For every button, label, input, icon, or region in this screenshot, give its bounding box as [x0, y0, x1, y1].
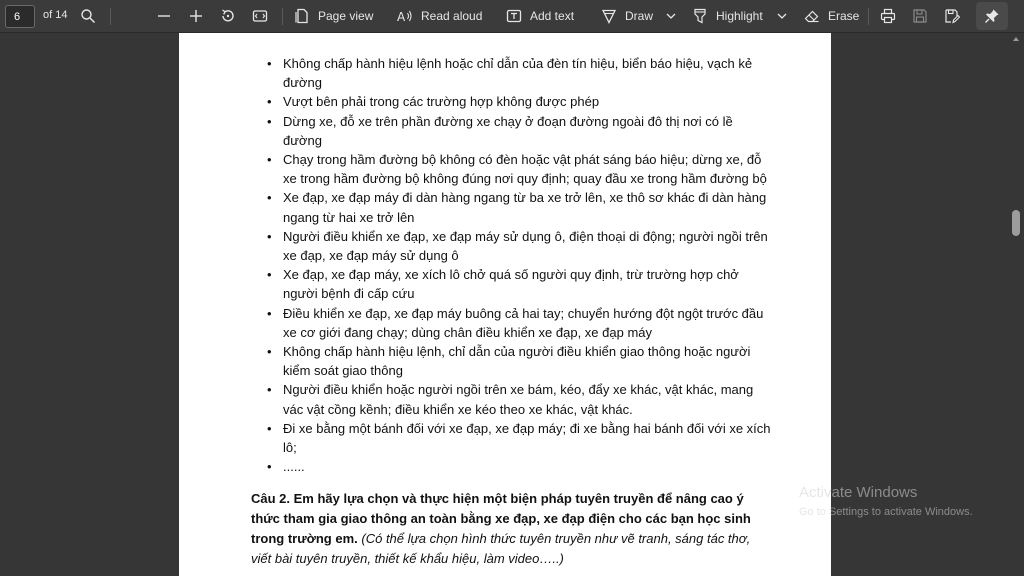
add-text-label[interactable]: Add text — [530, 9, 575, 23]
highlight-label[interactable]: Highlight — [716, 9, 763, 23]
list-item: • Xe đạp, xe đạp máy, xe xích lô chở quá số người quy định, trừ trường hợp chở người bệnh đi cấp cứu — [179, 265, 831, 303]
document-page — [179, 33, 831, 576]
erase-label[interactable]: Erase — [828, 9, 860, 23]
activate-windows-watermark — [799, 484, 973, 520]
rotate-icon[interactable] — [220, 8, 236, 24]
toolbar-divider — [110, 8, 111, 25]
chevron-down-icon[interactable] — [774, 8, 790, 24]
draw-icon[interactable] — [601, 8, 617, 24]
search-icon[interactable] — [80, 8, 96, 24]
print-icon[interactable] — [880, 8, 896, 24]
question-text: Câu 2. Em hãy lựa chọn và thực hiện một biện pháp tuyên truyền để nâng cao ý thức tham gia giao thông an toàn bằng xe đạp, xe đạp điện cho các bạn học sinh trong trường em. — [251, 491, 751, 546]
list-item: • Vượt bên phải trong các trường hợp không được phép — [179, 92, 831, 111]
highlight-icon[interactable] — [692, 8, 708, 24]
add-text-icon[interactable] — [506, 8, 522, 24]
toolbar — [0, 0, 1024, 33]
list-item: • Điều khiển xe đạp, xe đạp máy buông cả hai tay; chuyển hướng đột ngột trước đầu xe cơ giới đang chạy; dùng chân điều khiển xe đạp, xe đạp máy — [179, 304, 831, 342]
list-item: • Chạy trong hầm đường bộ không có đèn hoặc vật phát sáng báo hiệu; dừng xe, đỗ xe trong hầm đường bộ không đúng nơi quy định; quay đầu xe trong hầm đường bộ — [179, 150, 831, 188]
list-item: • Dừng xe, đỗ xe trên phần đường xe chạy ở đoạn đường ngoài đô thị nơi có lề đường — [179, 112, 831, 150]
page-number-input[interactable] — [5, 5, 35, 28]
list-item: • Người điều khiển hoặc người ngồi trên xe bám, kéo, đẩy xe khác, vật khác, mang vác vật cồng kềnh; điều khiển xe kéo theo xe khác, vật khác. — [179, 380, 831, 418]
list-item: • Không chấp hành hiệu lệnh, chỉ dẫn của người điều khiển giao thông hoặc người kiểm soát giao thông — [179, 342, 831, 380]
svg-text:A: A — [397, 10, 406, 24]
list-item: • Không chấp hành hiệu lệnh hoặc chỉ dẫn của đèn tín hiệu, biển báo hiệu, vạch kẻ đường — [179, 54, 831, 92]
save-icon[interactable] — [912, 8, 928, 24]
chevron-down-icon[interactable] — [663, 8, 679, 24]
zoom-in-icon[interactable] — [188, 8, 204, 24]
watermark-subtitle: Go to Settings to activate Windows. — [799, 506, 973, 518]
question-2 — [251, 489, 771, 569]
pin-icon — [984, 8, 1000, 24]
vertical-scrollbar[interactable] — [1009, 33, 1024, 576]
scroll-thumb[interactable] — [1012, 210, 1020, 236]
page-view-icon[interactable] — [294, 8, 310, 24]
list-item: • Đi xe bằng một bánh đối với xe đạp, xe đạp máy; đi xe bằng hai bánh đối với xe xích lô; — [179, 419, 831, 457]
fit-page-icon[interactable] — [252, 8, 268, 24]
list-item: • Người điều khiển xe đạp, xe đạp máy sử dụng ô, điện thoại di động; người ngồi trên xe đạp, xe đạp máy sử dụng ô — [179, 227, 831, 265]
page-view-label[interactable]: Page view — [318, 9, 374, 23]
list-item: • ...... — [179, 457, 831, 476]
read-aloud-icon[interactable] — [397, 8, 413, 24]
toolbar-divider — [868, 8, 869, 25]
pin-toolbar-button[interactable] — [976, 2, 1008, 30]
question-hint: (Có thể lựa chọn hình thức tuyên truyền như vẽ tranh, sáng tác thơ, viết bài tuyên truyền, thiết kế khẩu hiệu, làm video…..) — [251, 531, 751, 566]
draw-label[interactable]: Draw — [625, 9, 654, 23]
watermark-title: Activate Windows — [799, 484, 918, 501]
scroll-up-arrow-icon[interactable] — [1013, 37, 1019, 41]
read-aloud-label[interactable]: Read aloud — [421, 9, 483, 23]
page-count: of 14 — [43, 9, 68, 21]
erase-icon[interactable] — [804, 8, 820, 24]
list-item: • Xe đạp, xe đạp máy đi dàn hàng ngang từ ba xe trở lên, xe thô sơ khác đi dàn hàng ngang từ hai xe trở lên — [179, 188, 831, 226]
zoom-out-icon[interactable] — [156, 8, 172, 24]
save-as-icon[interactable] — [944, 8, 960, 24]
bullet-list — [179, 54, 831, 476]
toolbar-divider — [282, 8, 283, 25]
